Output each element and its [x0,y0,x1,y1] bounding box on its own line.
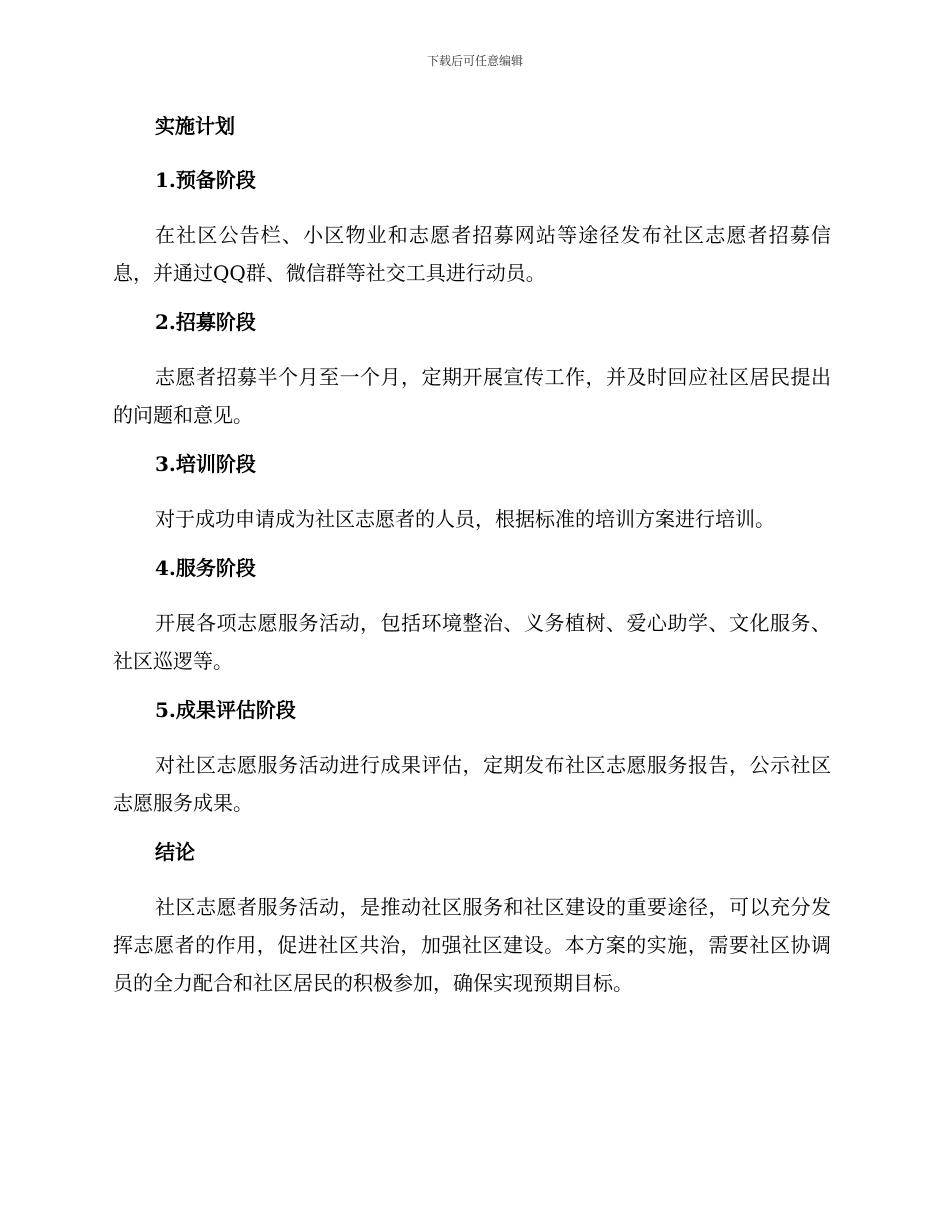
document-body [113,110,831,1002]
section-text-prep: 在社区公告栏、小区物业和志愿者招募网站等途径发布社区志愿者招募信息，并通过QQ群、微信群等社交工具进行动员。 [113,223,831,285]
section-heading-prep: 1.预备阶段 [155,168,256,192]
section-title-plan: 实施计划 [155,114,235,138]
section-heading-evaluation: 5.成果评估阶段 [155,698,296,722]
section-text-conclusion: 社区志愿者服务活动，是推动社区服务和社区建设的重要途径，可以充分发挥志愿者的作用，促进社区共治，加强社区建设。本方案的实施，需要社区协调员的全力配合和社区居民的积极参加，确保实现预期目标。 [113,895,831,995]
header-note: 下载后可任意编辑 [426,54,523,68]
section-text-recruit: 志愿者招募半个月至一个月，定期开展宣传工作，并及时回应社区居民提出的问题和意见。 [113,365,831,427]
section-text-training: 对于成功申请成为社区志愿者的人员，根据标准的培训方案进行培训。 [155,507,775,531]
section-heading-conclusion: 结论 [155,840,195,864]
section-heading-service: 4.服务阶段 [155,556,256,580]
section-heading-recruit: 2.招募阶段 [155,310,256,334]
section-heading-training: 3.培训阶段 [155,452,256,476]
section-text-service: 开展各项志愿服务活动，包括环境整治、义务植树、爱心助学、文化服务、社区巡逻等。 [113,611,831,673]
section-text-evaluation: 对社区志愿服务活动进行成果评估，定期发布社区志愿服务报告，公示社区志愿服务成果。 [113,753,831,815]
